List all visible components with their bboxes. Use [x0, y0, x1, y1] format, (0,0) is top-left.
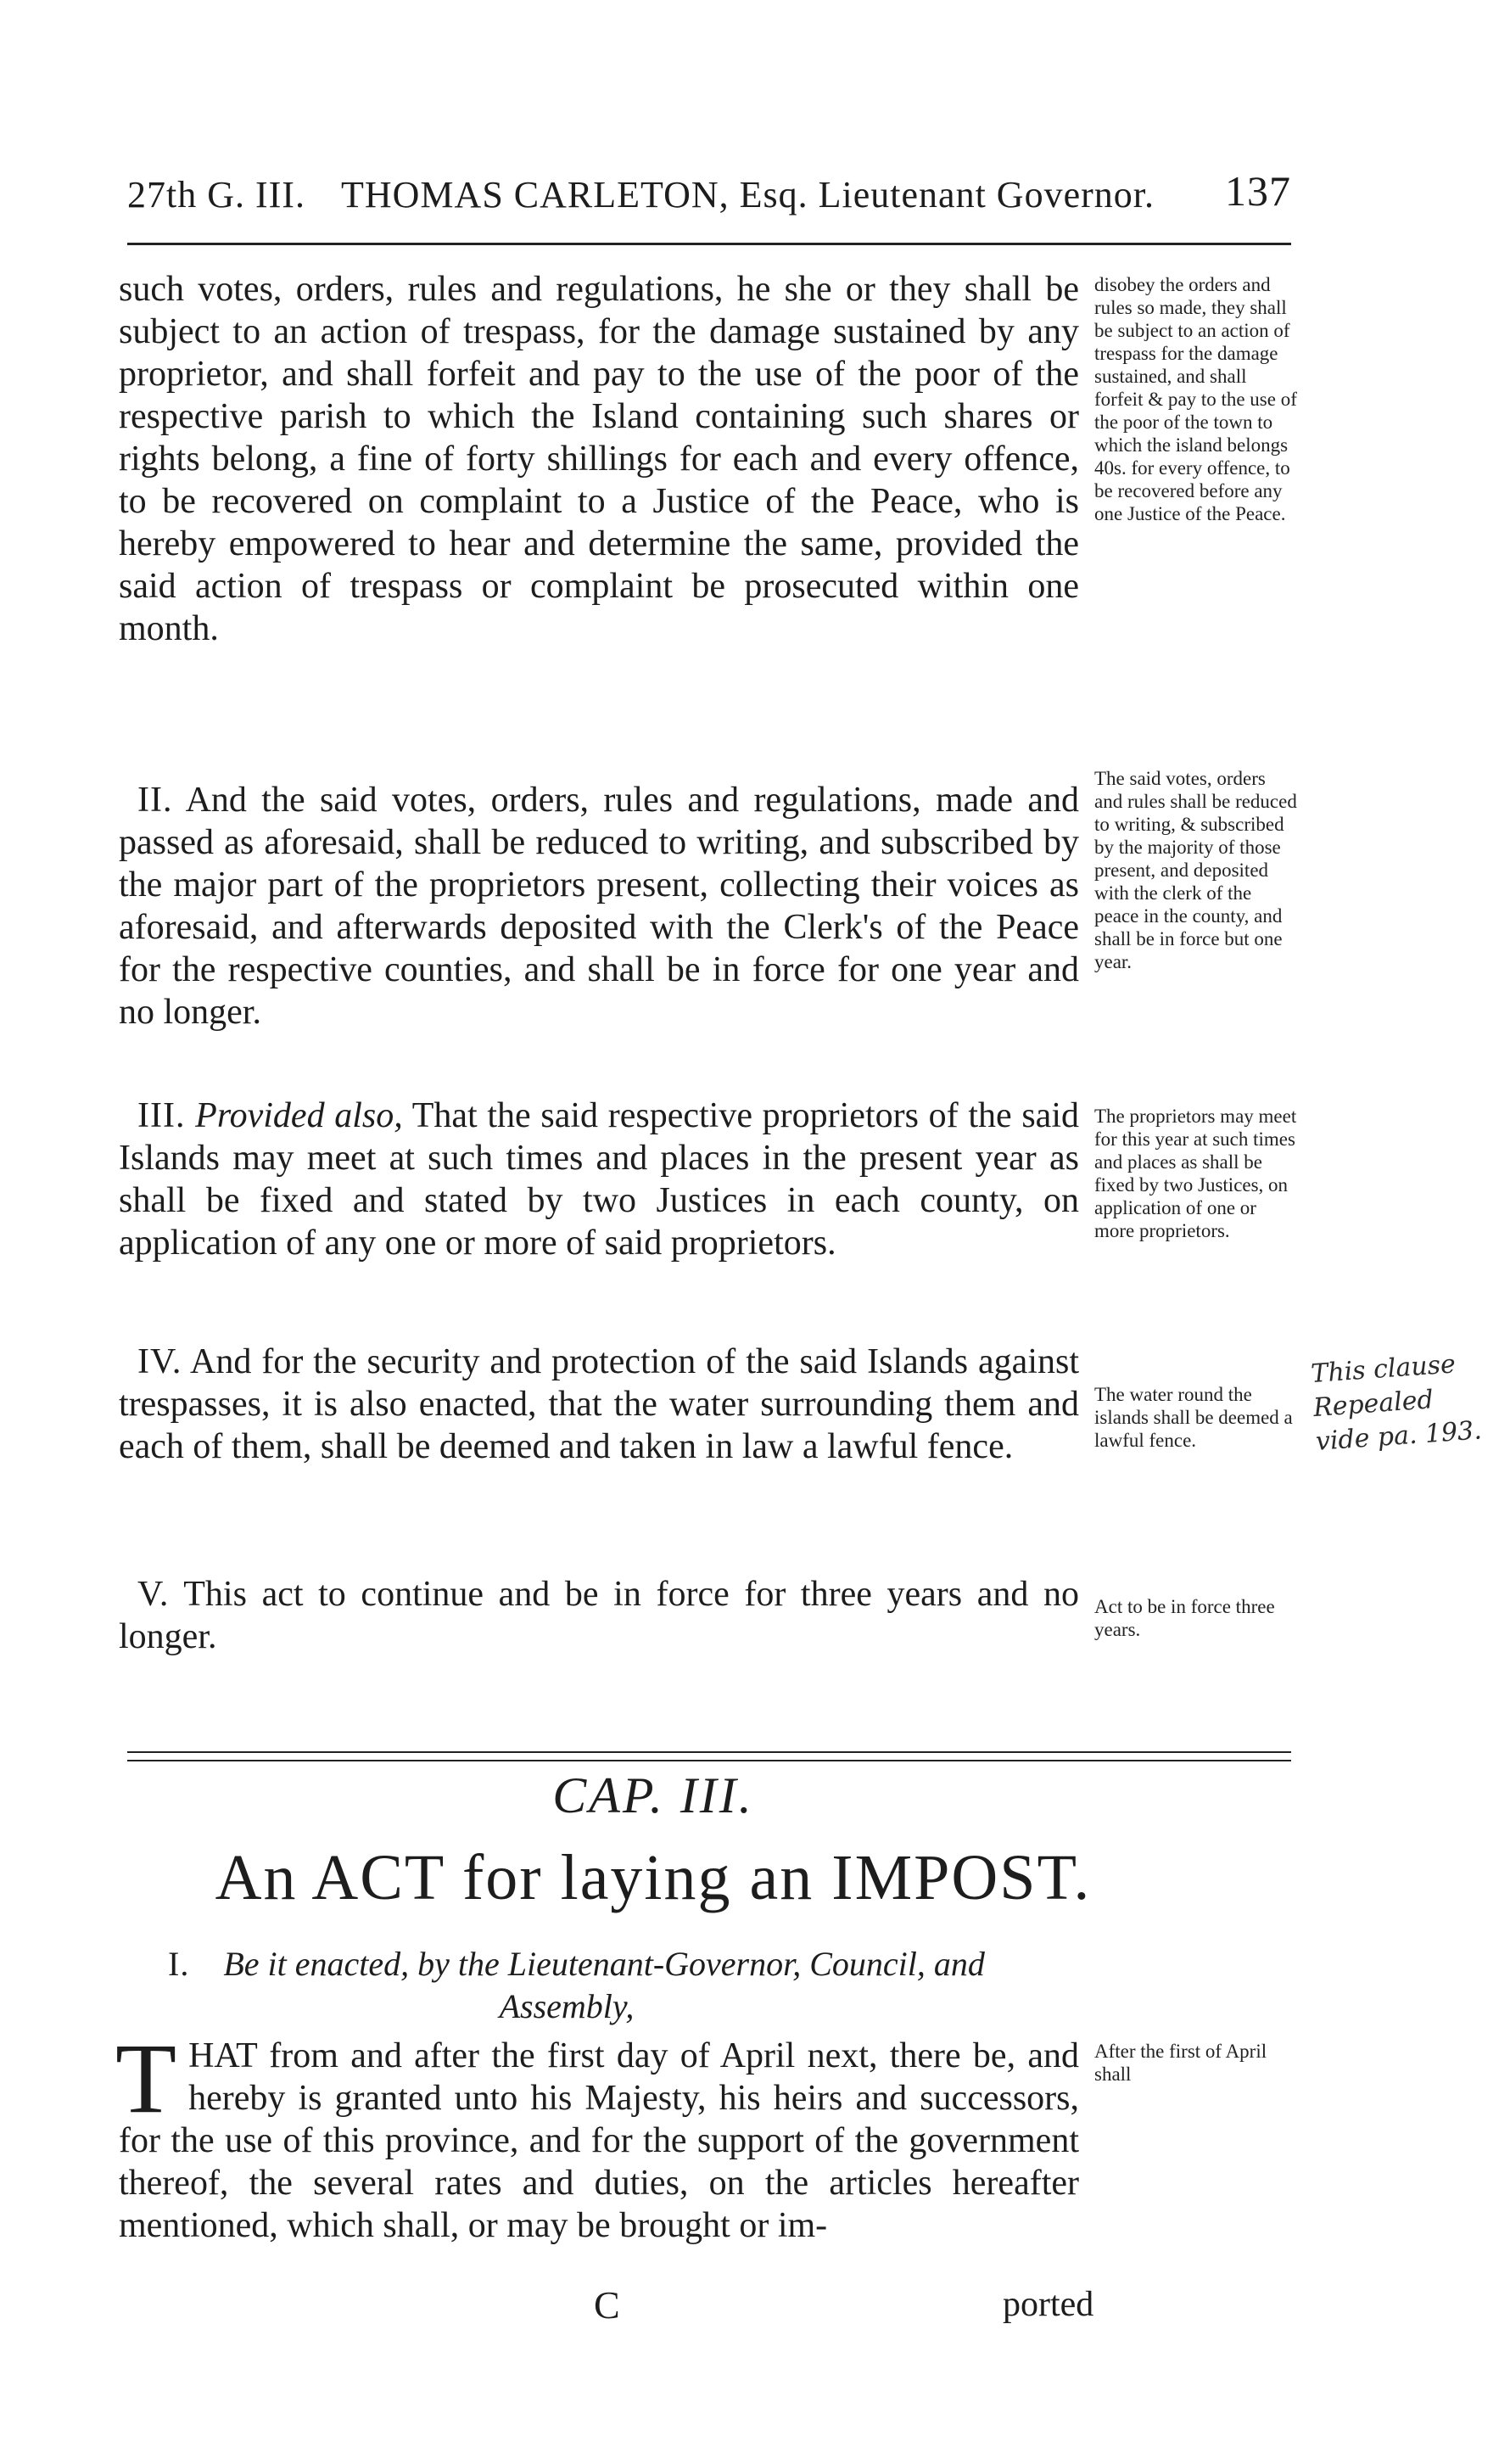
- paragraph-3: [119, 1095, 1079, 1264]
- section-number-5: V.: [137, 1575, 170, 1614]
- paragraph-4-text: And for the security and protection of the said Islands against trespasses, it is also enacted, that the water surrounding them and each of them, shall be deemed and taken in law a lawful fence.: [119, 1342, 1079, 1466]
- signature-mark: C: [594, 2283, 620, 2327]
- drop-cap: T: [115, 2023, 177, 2134]
- act-body-text: HAT from and after the first day of April next, there be, and hereby is granted unto his Majesty, his heirs and successors, for the use of this province, and for the support of the government thereof, the several rates and duties, on the articles hereafter mentioned, which shall, or may be brought or im-: [119, 2036, 1079, 2245]
- section-number-2: II.: [137, 781, 173, 820]
- chapter-heading: [0, 1767, 1510, 1825]
- paragraph-4: [119, 1341, 1079, 1468]
- margin-note-4: The water round the islands shall be deemed a lawful fence.: [1094, 1384, 1293, 1451]
- section-number-3: III.: [137, 1096, 186, 1135]
- running-title: THOMAS CARLETON, Esq. Lieutenant Governor.: [341, 174, 1155, 216]
- proviso-italic: Provided also,: [195, 1096, 403, 1135]
- enacting-formula-1: Be it enacted, by the Lieutenant-Governor, Council, and: [223, 1945, 985, 1983]
- enacting-formula-2: Assembly,: [499, 1987, 635, 2025]
- margin-note-1: disobey the orders and rules so made, they shall be subject to an action of trespass for the damage sustained, and shall forfeit & pay to the use of the poor of the town to which the island belongs 40s. for every offence, to be recovered before any one Justice of the Peace.: [1094, 274, 1297, 524]
- act-title-text: An ACT for laying an IMPOST.: [215, 1842, 1092, 1913]
- paragraph-2-text: And the said votes, orders, rules and regulations, made and passed as aforesaid, shall be reduced to writing, and subscribed by the major part of the proprietors present, collecting their voices as aforesaid, and afterwards deposited with the Clerk's of the Peace for the respective counties, and shall be in force for one year and no longer.: [119, 781, 1079, 1032]
- paragraph-1-text: such votes, orders, rules and regulations, he she or they shall be subject to an action of trespass, for the damage sustained by any proprietor, and shall forfeit and pay to the use of the poor of the respective parish to which the Island containing such shares or rights belong, a fine of forty shillings for each and every offence, to be recovered on complaint to a Justice of the Peace, who is hereby empowered to hear and determine the same, provided the said action of trespass or complaint be prosecuted within one month.: [119, 270, 1079, 648]
- handwritten-annotation: [1310, 1344, 1510, 1459]
- page-number: 137: [1225, 167, 1291, 215]
- paragraph-1: [119, 268, 1079, 650]
- act-title: [0, 1841, 1510, 1915]
- section-divider: [127, 1751, 1291, 1761]
- paragraph-3-text: That the said respective proprietors of the said Islands may meet at such times and places in the present year as shall be fixed and stated by two Justices in each county, on application of any one or more of said proprietors.: [119, 1096, 1079, 1263]
- header-rule: [127, 243, 1291, 245]
- regnal-year: 27th G. III.: [127, 174, 305, 216]
- chapter-number: CAP. III.: [552, 1767, 754, 1823]
- act-body: [115, 2023, 1079, 2247]
- paragraph-5: [119, 1573, 1079, 1658]
- paragraph-2: [119, 779, 1079, 1033]
- enacting-clause: [168, 1943, 1093, 2028]
- margin-note-5: Act to be in force three years.: [1094, 1596, 1275, 1640]
- section-number-4: IV.: [137, 1342, 182, 1381]
- handwritten-line-1: This clause: [1310, 1349, 1457, 1390]
- margin-note-3: The proprietors may meet for this year at such times and places as shall be fixed by two Justices, on application of one or more proprietors.: [1094, 1106, 1297, 1241]
- section-number-1: I.: [168, 1945, 190, 1983]
- catchword: ported: [1003, 2285, 1094, 2324]
- handwritten-line-2: Repealed: [1312, 1385, 1434, 1424]
- handwritten-line-3: vide pa. 193.: [1314, 1415, 1483, 1457]
- margin-note-6: After the first of April shall: [1094, 2041, 1267, 2085]
- paragraph-5-text: This act to continue and be in force for three years and no longer.: [119, 1575, 1079, 1656]
- margin-note-2: The said votes, orders and rules shall be reduced to writing, & subscribed by the majority of those present, and deposited with the clerk of the peace in the county, and shall be in force but one year.: [1094, 768, 1297, 972]
- running-head: [127, 166, 1291, 217]
